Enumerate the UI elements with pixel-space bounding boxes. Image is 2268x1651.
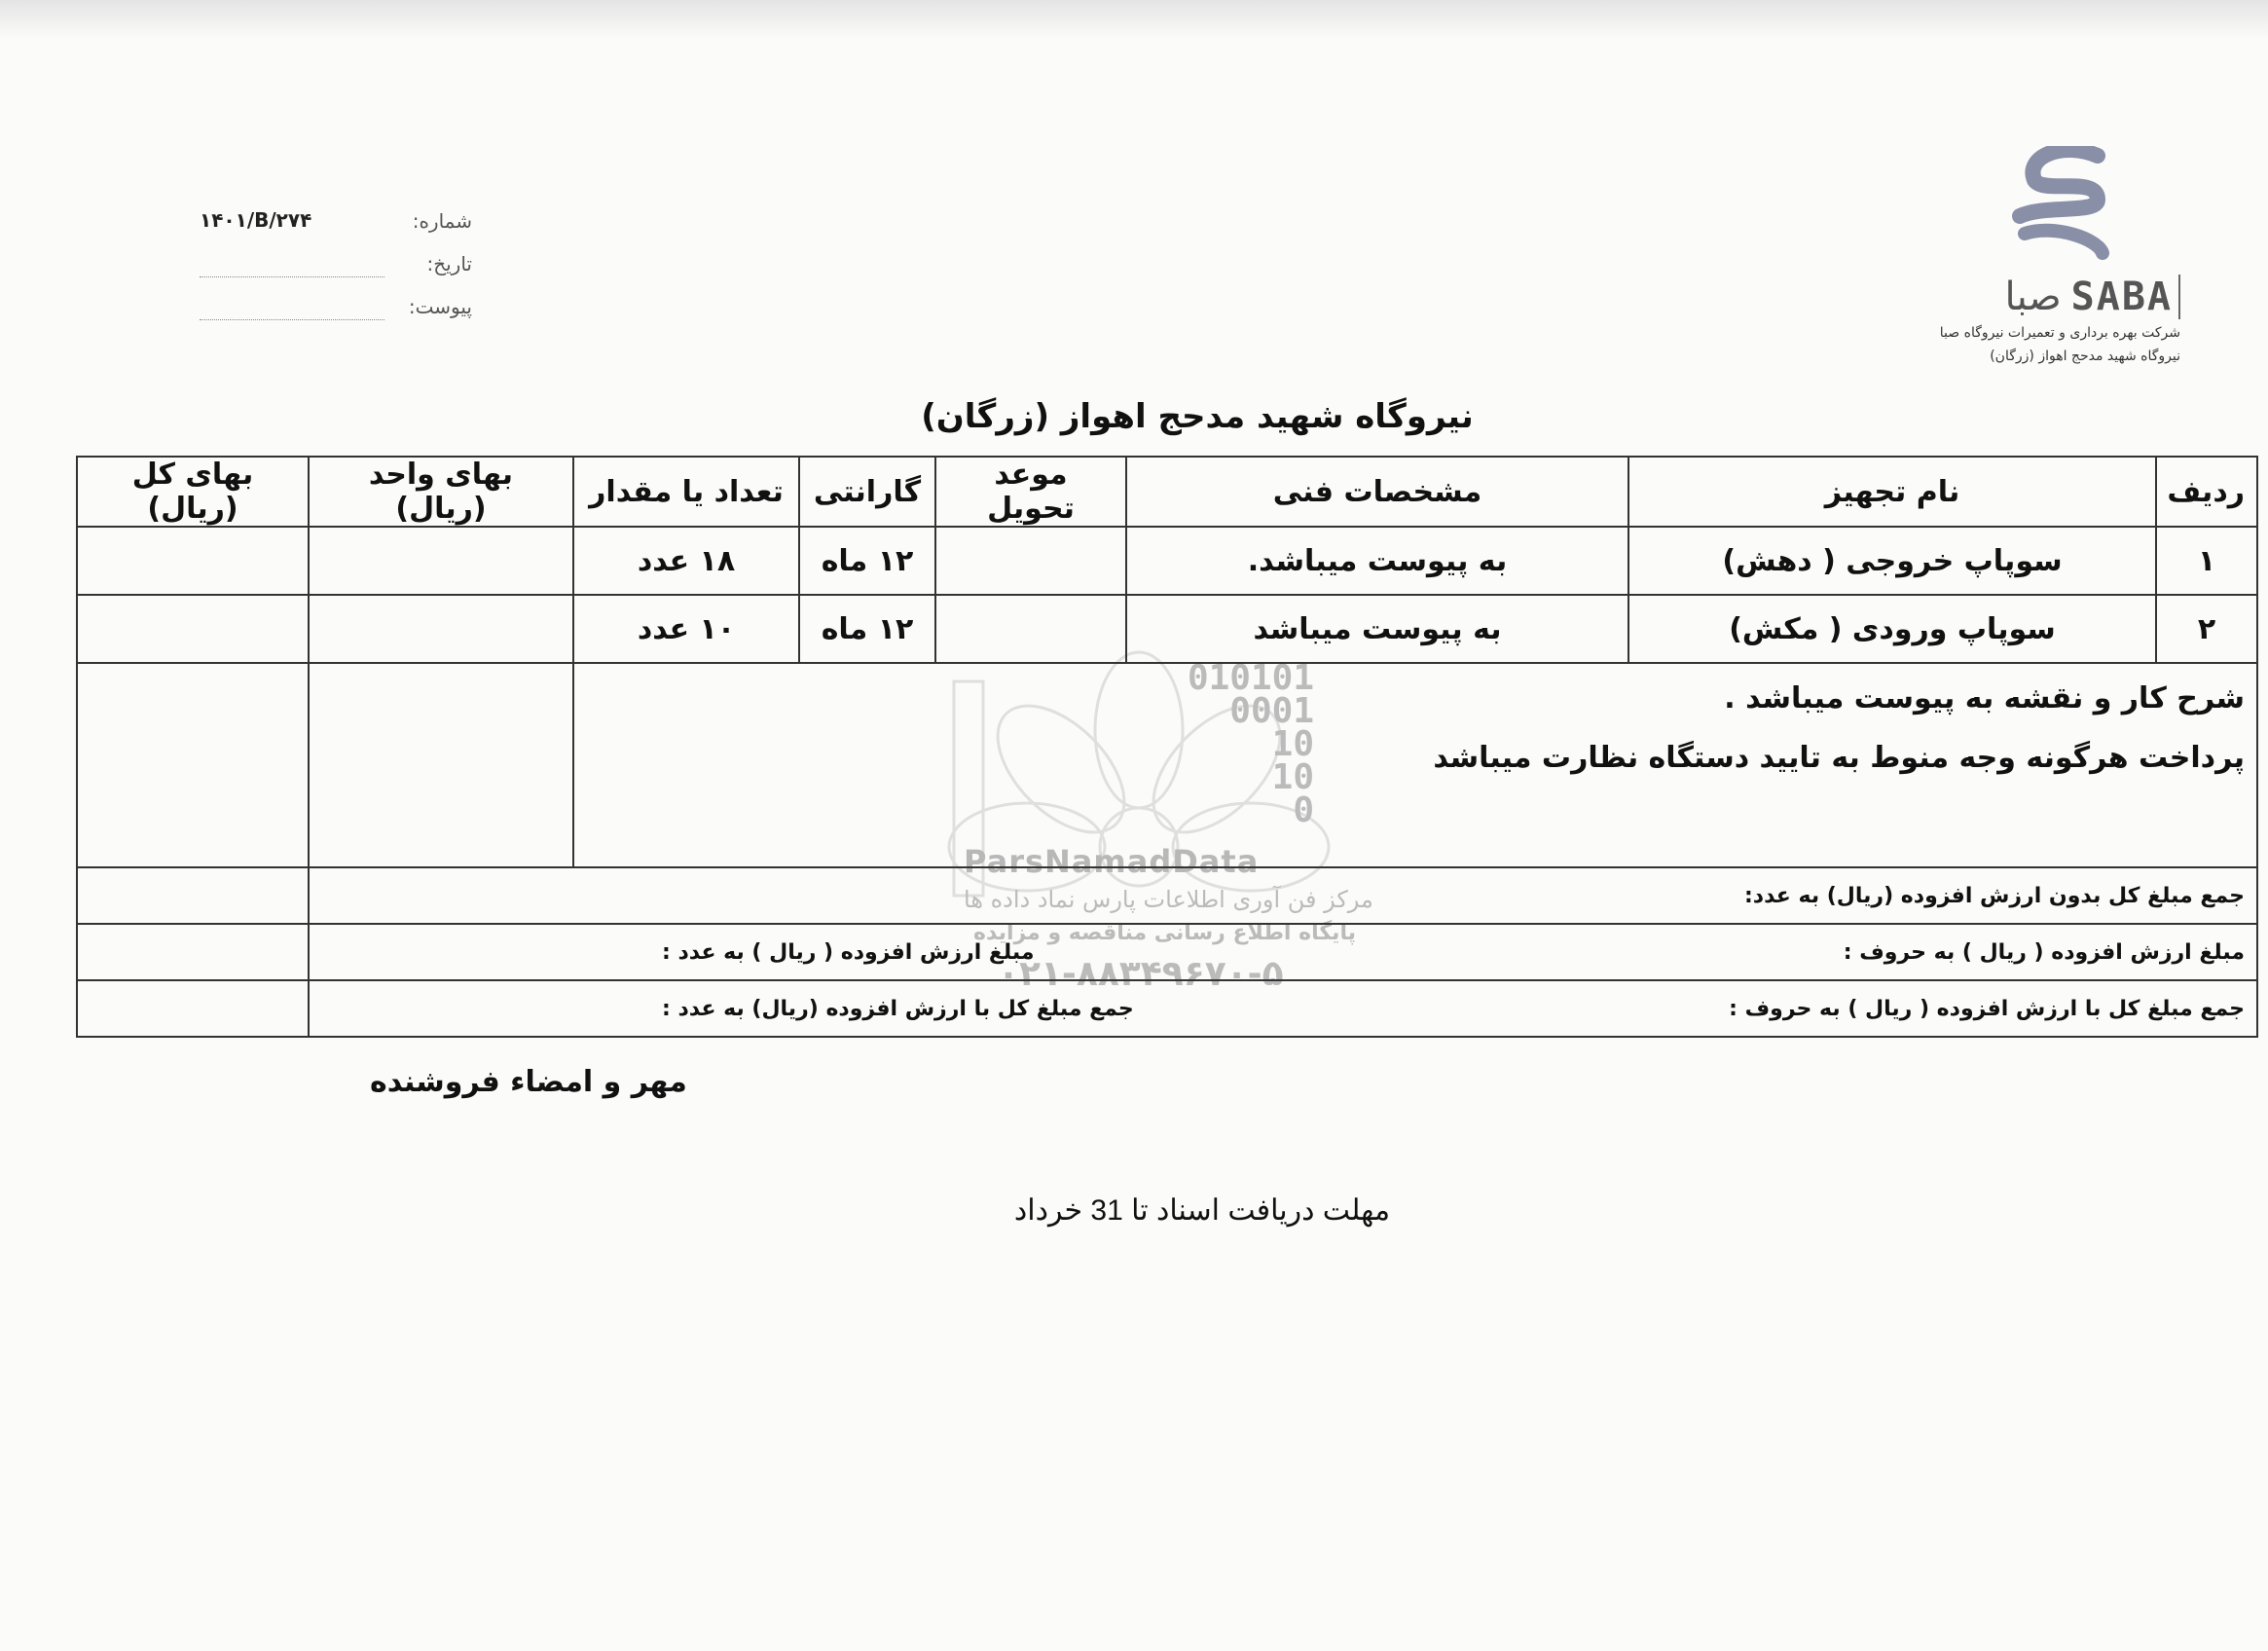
notes-cell	[573, 658, 2257, 867]
attachment-label: پیوست:	[408, 295, 472, 318]
note-line: پرداخت هرگونه وجه منوط به تایید دستگاه نظارت میباشد	[1433, 741, 2245, 775]
logo-wordmark	[2004, 275, 2180, 319]
attachment-value	[200, 294, 384, 320]
watermark-line1: مرکز فن آوری اطلاعات پارس نماد داده ها	[964, 886, 1373, 913]
watermark-brand: ParsNamadData	[964, 843, 1260, 880]
saba-emblem-icon	[2005, 146, 2122, 268]
total-vat-cell	[309, 980, 2257, 1037]
date-value	[200, 251, 384, 277]
summary-row-vat	[77, 924, 2257, 980]
number-value: ۱۴۰۱/B/۲۷۴	[200, 208, 312, 232]
document-title: نیروگاه شهید مدحج اهواز (زرگان)	[921, 397, 1474, 436]
cell-delivery	[935, 527, 1126, 595]
seller-seal-signature-label: مهر و امضاء فروشنده	[370, 1065, 687, 1099]
summary-row-total-vat	[77, 980, 2257, 1037]
scan-edge	[0, 0, 2268, 39]
cell-unit-price	[309, 527, 573, 595]
notes-unit-price-cell	[309, 663, 573, 867]
header-row-number: ردیف	[2156, 457, 2257, 527]
header-warranty: گارانتی	[799, 457, 935, 527]
cell-specs: به پیوست میباشد.	[1126, 527, 1628, 595]
logo-subtitle-company: شرکت بهره برداری و تعمیرات نیروگاه صبا	[1939, 325, 2180, 341]
header-equipment-name: نام تجهیز	[1628, 457, 2156, 527]
logo-name-en: SABA	[2071, 275, 2180, 319]
logo-name-fa: صبا	[2004, 275, 2062, 319]
watermark-phone: ۰۲۱-۸۸۳۴۹۶۷۰-۵	[998, 954, 1284, 994]
header-quantity: تعداد یا مقدار	[573, 457, 799, 527]
summary-empty-cell	[77, 867, 309, 924]
number-label: شماره:	[412, 209, 472, 233]
ref-date-row	[200, 242, 472, 285]
notes-row	[77, 663, 2257, 867]
summary-empty-cell	[77, 980, 309, 1037]
header-delivery: موعد تحویل	[935, 457, 1126, 527]
cell-delivery	[935, 595, 1126, 663]
reference-block	[200, 200, 472, 328]
ref-number-row	[200, 200, 472, 242]
header-total-price: بهای کل (ریال)	[77, 457, 309, 527]
cell-equipment-name: سوپاپ خروجی ( دهش)	[1628, 527, 2156, 595]
header-unit-price: بهای واحد (ریال)	[309, 457, 573, 527]
cell-quantity: ۱۸ عدد	[573, 527, 799, 595]
ref-attachment-row	[200, 285, 472, 328]
table-header-row	[77, 457, 2257, 527]
watermark-bits: 010101 0001 10 10 0	[1187, 658, 1314, 830]
logo-subtitle-plant: نیروگاه شهید مدحج اهواز (زرگان)	[1990, 349, 2180, 364]
cell-quantity: ۱۰ عدد	[573, 595, 799, 663]
total-no-vat-label: جمع مبلغ کل بدون ارزش افزوده (ریال) به عدد:	[309, 867, 2257, 924]
total-vat-digits-label: جمع مبلغ کل با ارزش افزوده (ریال) به عدد :	[662, 996, 1134, 1021]
cell-equipment-name: سوپاپ ورودی ( مکش)	[1628, 595, 2156, 663]
cell-total-price	[77, 527, 309, 595]
date-label: تاریخ:	[426, 252, 472, 275]
table-row	[77, 595, 2257, 663]
watermark-line2: پایگاه اطلاع رسانی مناقصه و مزایده	[973, 921, 1356, 945]
total-vat-words-label: جمع مبلغ کل با ارزش افزوده ( ریال ) به حروف :	[1729, 996, 2245, 1021]
cell-total-price	[77, 595, 309, 663]
cell-warranty: ۱۲ ماه	[799, 527, 935, 595]
vat-digits-label: مبلغ ارزش افزوده ( ریال ) به عدد :	[662, 939, 1035, 965]
cell-row-number: ۲	[2156, 595, 2257, 663]
summary-row-total-no-vat	[77, 867, 2257, 924]
equipment-table	[76, 456, 2258, 1038]
cell-warranty: ۱۲ ماه	[799, 595, 935, 663]
summary-empty-cell	[77, 924, 309, 980]
vat-words-label: مبلغ ارزش افزوده ( ریال ) به حروف :	[1843, 939, 2245, 965]
cell-row-number: ۱	[2156, 527, 2257, 595]
company-logo	[1937, 146, 2190, 380]
cell-unit-price	[309, 595, 573, 663]
table-row	[77, 527, 2257, 595]
vat-cell	[309, 924, 2257, 980]
note-line: شرح کار و نقشه به پیوست میباشد .	[1724, 681, 2245, 715]
notes-total-price-cell	[77, 663, 309, 867]
header-specs: مشخصات فنی	[1126, 457, 1628, 527]
document-deadline: مهلت دریافت اسناد تا 31 خرداد	[1013, 1194, 1391, 1227]
cell-specs: به پیوست میباشد	[1126, 595, 1628, 663]
